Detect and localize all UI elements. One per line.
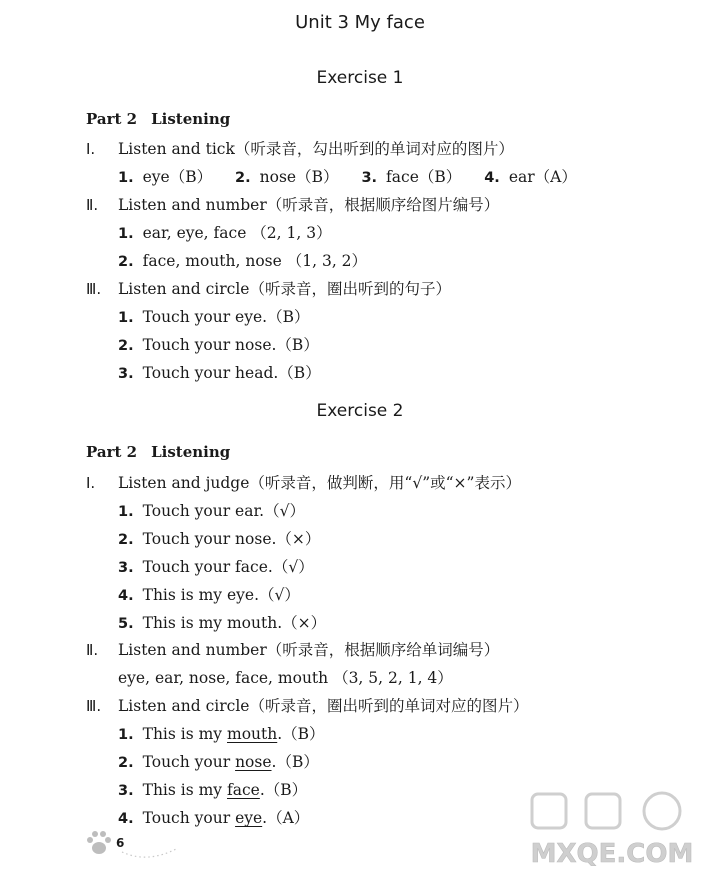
site-watermark-logo	[512, 786, 712, 870]
section-instruction: Listen and circle（听录音，圈出听到的句子）	[118, 280, 451, 298]
exercise-2-title: Exercise 2	[316, 401, 404, 421]
answer-line: 5. This is my mouth.（×）	[118, 614, 327, 632]
underlined-word: eye	[235, 809, 263, 827]
answer-item: 1. eye（B）	[118, 168, 213, 186]
ex2-section-1-heading	[86, 471, 521, 493]
answer-line: 2. face, mouth, nose （1, 3, 2）	[118, 252, 368, 270]
ex1-section-1-answers	[118, 165, 595, 187]
underlined-word: mouth	[227, 725, 278, 743]
ex2-section-3-heading	[86, 694, 528, 716]
underlined-word: nose	[235, 753, 272, 771]
answer-line: 1. Touch your ear.（√）	[118, 502, 305, 520]
answer-line: 2. Touch your nose.（B）	[118, 753, 319, 771]
answer-line: 1. ear, eye, face （2, 1, 3）	[118, 224, 332, 242]
part-name: Listening	[151, 110, 231, 128]
answer-line: 3. This is my face.（B）	[118, 781, 308, 799]
ex1-section-2-heading	[86, 193, 499, 215]
answer-line: 3. Touch your face.（√）	[118, 558, 314, 576]
answer-line: 3. Touch your head.（B）	[118, 364, 321, 382]
ex2-section-2-heading	[86, 638, 499, 660]
page-number: 6	[116, 836, 125, 850]
section-instruction: Listen and number（听录音，根据顺序给图片编号）	[118, 196, 500, 214]
section-numeral: Ⅱ.	[86, 641, 99, 659]
answer-line: 2. Touch your nose.（×）	[118, 530, 321, 548]
answer-line: 2. Touch your nose.（B）	[118, 336, 319, 354]
exercise-1-part-heading	[86, 110, 230, 128]
section-numeral: Ⅰ.	[86, 474, 96, 492]
part-label: Part 2	[86, 110, 138, 128]
part-label: Part 2	[86, 443, 138, 461]
paw-print-icon	[84, 828, 114, 858]
unit-title: Unit 3 My face	[295, 12, 425, 33]
answer-line: 4. Touch your eye.（A）	[118, 809, 310, 827]
part-name: Listening	[151, 443, 231, 461]
section-numeral: Ⅲ.	[86, 280, 102, 298]
exercise-2-part-heading	[86, 443, 230, 461]
answer-line: 1. This is my mouth.（B）	[118, 725, 325, 743]
answer-line: 4. This is my eye.（√）	[118, 586, 300, 604]
answer-line: 1. Touch your eye.（B）	[118, 308, 310, 326]
section-numeral: Ⅰ.	[86, 140, 96, 158]
underlined-word: face	[227, 781, 260, 799]
watermark-text: MXQE.COM	[530, 839, 694, 869]
answer-item: 2. nose（B）	[235, 168, 339, 186]
answer-line: eye, ear, nose, face, mouth （3, 5, 2, 1, 4）	[118, 669, 453, 687]
ex1-section-3-heading	[86, 277, 451, 299]
section-instruction: Listen and circle（听录音，圈出听到的单词对应的图片）	[118, 697, 529, 715]
section-instruction: Listen and number（听录音，根据顺序给单词编号）	[118, 641, 500, 659]
section-instruction: Listen and tick（听录音，勾出听到的单词对应的图片）	[118, 140, 514, 158]
section-numeral: Ⅱ.	[86, 196, 99, 214]
ex1-section-1-heading	[86, 137, 514, 159]
exercise-1-title: Exercise 1	[316, 68, 404, 88]
dotted-swoosh-decoration	[120, 842, 180, 862]
answer-item: 3. face（B）	[361, 168, 462, 186]
answer-item: 4. ear（A）	[484, 168, 577, 186]
section-instruction: Listen and judge（听录音，做判断，用“√”或“×”表示）	[118, 474, 521, 492]
section-numeral: Ⅲ.	[86, 697, 102, 715]
